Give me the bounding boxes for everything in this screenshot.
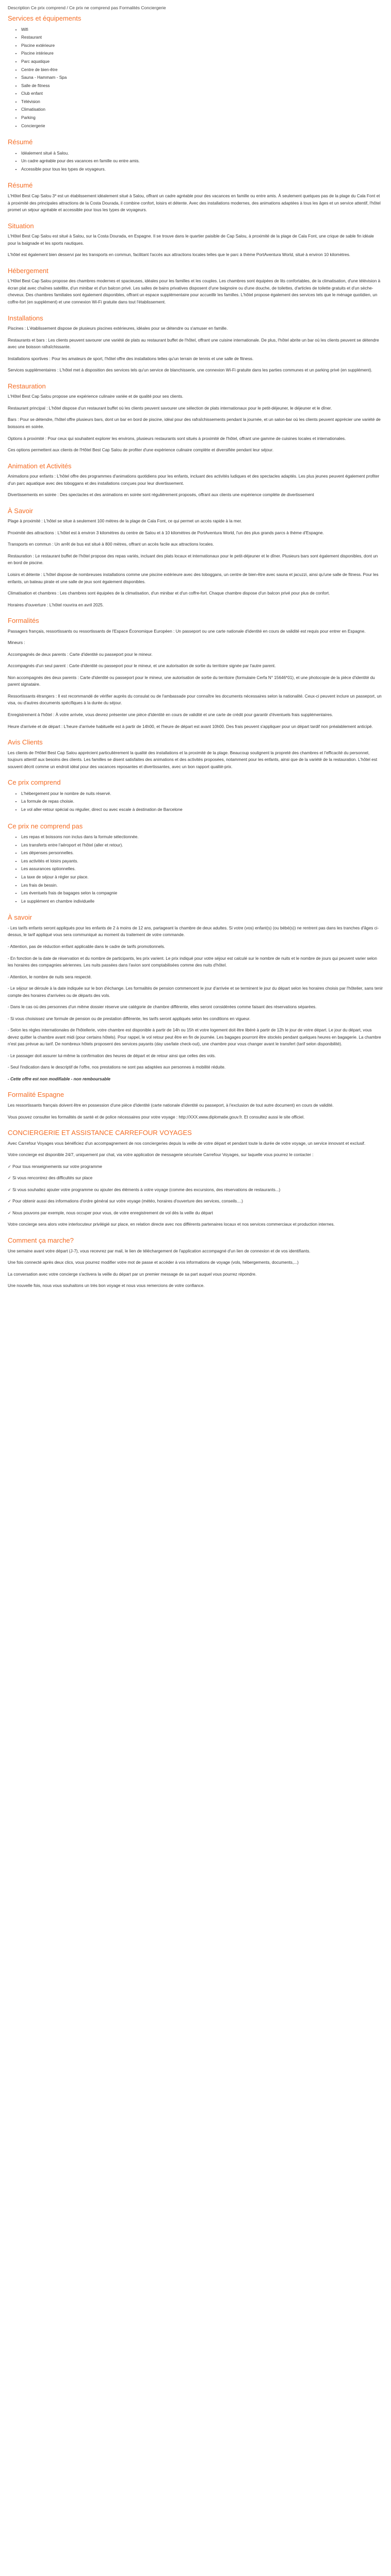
section [8,181,383,213]
list-item: • Les repas et boissons non inclus dans la formule sélectionnée. [21,833,383,841]
list-item: • Les assurances optionnelles. [21,865,383,873]
paragraph: Climatisation et chambres : Les chambres sont équipées de la climatisation, d'un minibar et d'un coffre-fort. Chaque chambre dispose d'un balcon privé pour plus de confort. [8,591,330,596]
section [8,778,383,814]
section-title: Hébergement [8,266,48,275]
paragraph: Accompagnés de deux parents : Carte d'identité ou passeport pour le mineur. [8,652,153,657]
paragraph: Votre concierge sera alors votre interlocuteur privilégié sur place, en relation directe avec nos différents partenaires locaux et nos services commerciaux et production internes. [8,1222,335,1227]
section [8,14,383,130]
section [8,1091,383,1121]
paragraph: Passagers français, ressortissants ou ressortissants de l'Espace Économique Européen : Un passeport ou une carte nationale d'identité en cours de validité est requis pour entrer en Espagne. [8,629,366,634]
list-item: • La formule de repas choisie. [21,798,383,806]
bullet-list [8,26,383,130]
paragraph: - Selon les règles internationales de l'hôtellerie, votre chambre est disponible à partir de 14h ou 15h et votre logement doit être libéré à partir de 12h le jour de votre départ. Le jour du départ, vous devez quitter la chambre avant midi (pour certains hôtels). Pour rappel, le vol retour peut être en fin de journée. Les bagages pourront être stockés pendant quelques heures en bagagerie. La chambre n'est pas prévue au tarif. De nombreux hôtels proposent des services payants (day use/late check-out), une chambre pour vous changer avant le transfert (tarif selon disponibilité). [8,1028,381,1047]
paragraph: Plage à proximité : L'hôtel se situe à seulement 100 mètres de la plage de Cala Font, ce qui permet un accès rapide à la mer. [8,519,242,524]
list-item: • Télévision [21,98,383,106]
paragraph: Animations pour enfants : L'hôtel offre des programmes d'animations quotidiens pour les enfants, incluant des activités ludiques et des spectacles adaptés. Les plus jeunes peuvent également profiter d'un parc aquatique avec des toboggans et des installations conçues pour leur divertissement. [8,474,380,486]
bullet-list [8,790,383,814]
paragraph: - En fonction de la date de réservation et du nombre de participants, les prix varient. Le prix indiqué pour votre séjour est calculé sur le nombre de nuits et le nombre de jours qui peuvent varier selon les horaires des compagnies aériennes. Les nuits passées dans l'avion sont comptabilisées comme des nuits d'hôtel. [8,956,377,968]
list-item: • Le vol aller-retour spécial ou régulier, direct ou avec escale à destination de Barcelone [21,806,383,814]
list-item: • Les transferts entre l'aéroport et l'hôtel (aller et retour). [21,841,383,850]
paragraph: Les clients de l'Hôtel Best Cap Salou apprécient particulièrement la qualité des installations et la proximité de la plage. Beaucoup soulignent la propreté des chambres et l'efficacité du personnel, toujours attentif aux besoins des clients. Les familles se disent satisfaites des animations et des activités proposées, notamment pour les enfants, ainsi que de la variété de la restauration. L'hôtel est souvent décrit comme un endroit idéal pour des vacances reposantes et divertissantes, avec un bon rapport qualité-prix. [8,750,378,769]
paragraph: Ces options permettent aux clients de l'Hôtel Best Cap Salou de profiter d'une expérience culinaire complète et diversifiée pendant leur séjour. [8,448,274,453]
paragraph: - Dans le cas où des personnes d'un même dossier réserve une catégorie de chambre différente, elles seront considérées comme faisant des réservations séparées. [8,1005,317,1010]
paragraph: L'Hôtel Best Cap Salou 3* est un établissement idéalement situé à Salou, offrant un cadre agréable pour des vacances en famille ou entre amis. À seulement quelques pas de la plage du Cala Font et à proximité des principales attractions de la Costa Dourada, il combine confort, loisirs et détente. Avec des installations modernes, des animations adaptées à tous les âges et un service attentif, l'hôtel promet un séjour agréable et accessible pour tous les types de voyageurs. [8,194,381,213]
paragraph: Accompagnés d'un seul parent : Carte d'identité ou passeport pour le mineur, et une autorisation de sortie du territoire signée par l'autre parent. [8,664,276,669]
section-title: Résumé [8,181,33,190]
paragraph: - Cette offre est non modifiable - non remboursable [8,1076,111,1081]
paragraph: Non accompagnés des deux parents : Carte d'identité ou passeport pour le mineur, une autorisation de sortie du territoire (formulaire Cerfa N° 15646*01), et une photocopie de la pièce d'identité du parent signataire. [8,675,375,687]
paragraph: Piscines : L'établissement dispose de plusieurs piscines extérieures, idéales pour se détendre ou s'amuser en famille. [8,326,228,331]
list-item: • Salle de fitness [21,82,383,90]
paragraph: Bars : Pour se détendre, l'hôtel offre plusieurs bars, dont un bar en bord de piscine, idéal pour des rafraîchissements pendant la journée, et un salon-bar où les clients peuvent apprécier une variété de boissons en soirée. [8,417,381,429]
section-title: À Savoir [8,506,34,515]
paragraph: Les ressortissants français doivent être en possession d'une pièce d'identité (carte nationale d'identité ou passeport, à l'exclusion de tout autre document) en cours de validité. [8,1103,334,1108]
list-item: • Wifi [21,26,383,34]
paragraph: Ressortissants étrangers : Il est recommandé de vérifier auprès du consulat ou de l'ambassade pour connaître les documents nécessaires selon la nationalité. Ceux-ci peuvent inclure un passeport, un visa, ou d'autres documents spécifiques à la durée du séjour. [8,693,382,706]
paragraph: La conversation avec votre concierge s'activera la veille du départ par un premier message de sa part auquel vous pourrez répondre. [8,1272,257,1277]
list-item: • Conciergerie [21,122,383,130]
section-title: Restauration [8,382,46,390]
paragraph: Proximité des attractions : L'hôtel est à environ 3 kilomètres du centre de Salou et à 10 kilomètres de PortAventura World, l'un des plus grands parcs à thème d'Espagne. [8,530,324,535]
paragraph: - Attention, pas de réduction enfant applicable dans le cadre de tarifs promotionnels. [8,944,165,950]
paragraph: L'Hôtel Best Cap Salou propose une expérience culinaire variée et de qualité pour ses clients. [8,394,184,399]
section-title: Avis Clients [8,738,43,747]
section [8,1236,383,1290]
section [8,267,383,306]
paragraph: - Les tarifs enfants seront appliqués pour les enfants de 2 à moins de 12 ans, partageant la chambre de deux adultes. Si votre (vos) enfant(s) (ou bébé(s)) ne rentrent pas dans les tranches d'âges ci-dessus, le tarif appliqué vous sera communiqué au moment du traitement de votre commande. [8,925,379,938]
list-item: • Piscine extérieure [21,42,383,50]
paragraph: Votre concierge est disponible 24/7, uniquement par chat, via votre application de messagerie sécurisée Carrefour Voyages, sur laquelle vous pourrez le contacter : [8,1153,314,1158]
section-title: Formalités [8,617,39,625]
paragraph: Une nouvelle fois, nous vous souhaitons un très bon voyage et nous vous remercions de votre confiance. [8,1283,205,1289]
list-item: • Les activités et loisirs payants. [21,857,383,866]
section-title: À savoir [8,913,32,922]
section-title: Animation et Activités [8,462,72,470]
list-item: • Accessible pour tous les types de voyageurs. [21,165,383,174]
paragraph: - Si vous choisissez une formule de pension ou de prestation différente, les tarifs seront appliqués selon les conditions en vigueur. [8,1016,251,1021]
list-item: • Le supplément en chambre individuelle [21,897,383,906]
section [8,222,383,259]
section-title: Ce prix ne comprend pas [8,822,83,830]
paragraph: ✓ Pour tous renseignements sur votre programme [8,1164,102,1169]
section [8,138,383,173]
paragraph: Loisirs et détente : L'hôtel dispose de nombreuses installations comme une piscine extérieure avec des toboggans, un centre de bien-être avec sauna et jacuzzi, ainsi qu'une salle de fitness. Pour les enfants, un bateau pirate et une salle de jeux sont également disponibles. [8,572,379,584]
section [8,617,383,730]
paragraph: L'Hôtel Best Cap Salou est situé à Salou, sur la Costa Dourada, en Espagne. Il se trouve dans le quartier paisible de Cap Salou, à proximité de la plage de Cala Font, une crique de sable fin idéale pour la baignade et les sports nautiques. [8,234,374,246]
section-title: Formalité Espagne [8,1091,64,1099]
paragraph: ✓ Nous pouvons par exemple, nous occuper pour vous, de votre enregistrement de vol dès la veille du départ [8,1210,213,1215]
paragraph: Options à proximité : Pour ceux qui souhaitent explorer les environs, plusieurs restaurants sont situés à proximité de l'hôtel, offrant une gamme de cuisines locales et internationales. [8,436,346,441]
paragraph: Heure d'arrivée et de départ : L'heure d'arrivée habituelle est à partir de 14h00, et l'heure de départ est avant 10h00. Des frais peuvent s'appliquer pour un départ tardif non préalablement anticipé. [8,724,373,729]
section-title: Ce prix comprend [8,778,61,787]
section-title: Résumé [8,138,33,146]
section [8,382,383,454]
section [8,462,383,499]
paragraph: Installations sportives : Pour les amateurs de sport, l'hôtel offre des installations telles qu'un terrain de tennis et une salle de fitness. [8,356,254,361]
paragraph: Avec Carrefour Voyages vous bénéficiez d'un accompagnement de nos conciergeries depuis la veille de votre départ et pendant toute la durée de votre voyage, un service innovant et exclusif. [8,1141,366,1146]
sections-container [8,14,383,1290]
paragraph: Horaires d'ouverture : L'hôtel rouvrira en avril 2025. [8,602,104,607]
paragraph: ✓ Si vous rencontrez des difficultés sur place [8,1176,93,1181]
list-item: • Sauna - Hammam - Spa [21,74,383,82]
paragraph: ✓ Si vous souhaitez ajouter votre programme ou ajouter des éléments à votre voyage (comme des excursions, des réservations de restaurants...) [8,1187,281,1192]
paragraph: L'hôtel est également bien desservi par les transports en commun, facilitant l'accès aux attractions locales telles que le parc à thème PortAventura World, situé à environ 10 kilomètres. [8,252,351,258]
paragraph: Restaurant principal : L'hôtel dispose d'un restaurant buffet où les clients peuvent savourer une sélection de plats internationaux pour le petit-déjeuner, le déjeuner et le dîner. [8,405,332,411]
paragraph: - Le passager doit assurer lui-même la confirmation des heures de départ et de retour ainsi que celles des vols. [8,1053,216,1058]
section-title: Comment ça marche? [8,1236,74,1244]
paragraph: ✓ Pour obtenir aussi des informations d'ordre général sur votre voyage (météo, horaires d'ouverture des services, conseils....) [8,1199,243,1204]
breadcrumb: Description Ce prix comprend / Ce prix ne comprend pas Formalités Conciergerie [8,5,166,10]
section-title: Situation [8,222,34,230]
list-item: • Parking [21,114,383,122]
list-item: • Restaurant [21,33,383,42]
section [8,913,383,1082]
paragraph: Services supplémentaires : L'hôtel met à disposition des services tels qu'un service de blanchisserie, une connexion Wi-Fi gratuite dans les parties communes et un parking privé (en supplément). [8,368,372,373]
section [8,314,383,374]
section [8,738,383,770]
section-title: Installations [8,314,43,322]
list-item: • Piscine intérieure [21,49,383,58]
list-item: • Club enfant [21,90,383,98]
paragraph: - Seul l'indication dans le descriptif de l'offre, nos prestations ne sont pas adaptées aux personnes à mobilité réduite. [8,1065,226,1070]
list-item: • La taxe de séjour à régler sur place. [21,873,383,882]
list-item: • Centre de bien-être [21,66,383,74]
paragraph: Divertissements en soirée : Des spectacles et des animations en soirée sont régulièrement proposés, offrant aux clients une expérience complète de divertissement [8,493,314,498]
list-item: • Climatisation [21,106,383,114]
paragraph: - Attention, le nombre de nuits sera respecté. [8,974,92,979]
bullet-list [8,149,383,174]
list-item: • L'hébergement pour le nombre de nuits réservé. [21,790,383,798]
list-item: • Les frais de bessin. [21,882,383,890]
paragraph: - Le séjour se déroule à la date indiquée sur le bon d'échange. Les formalités de pension commencent le jour d'arrivée et se terminent le jour du départ selon les horaires choisis par l'hôtelier, sans tenir compte des horaires d'arrivées ou de départs des vols. [8,986,383,998]
paragraph: Restauration : Le restaurant buffet de l'hôtel propose des repas variés, incluant des plats locaux et internationaux pour le petit-déjeuner et le dîner. Plusieurs bars sont également disponibles, dont un en bord de piscine. [8,553,378,566]
list-item: • Les dépenses personnelles. [21,849,383,857]
list-item: • Idéalement situé à Salou. [21,149,383,158]
section [8,822,383,906]
list-item: • Parc aquatique [21,58,383,66]
section [8,507,383,608]
paragraph: L'Hôtel Best Cap Salou propose des chambres modernes et spacieuses, idéales pour les familles et les couples. Les chambres sont équipées de lits confortables, de la climatisation, d'une télévision à écran plat avec chaînes satellite, d'un minibar et d'un balcon privé. Les salles de bains privatives disposent d'une baignoire ou d'une douche, de toilettes, d'articles de toilette gratuits et d'un sèche-cheveux. Des chambres familiales sont également disponibles, offrant un espace supplémentaire pour accueillir les familles. L'hôtel propose également des services tels que le ménage quotidien, un coffre-fort (en supplément) et une connexion Wi-Fi gratuite dans tout l'établissement. [8,279,381,305]
paragraph: Vous pouvez consulter les formalités de santé et de police nécessaires pour votre voyage : http://XXX.www.diplomatie.gouv.fr. Et consultez aussi le site officiel. [8,1114,305,1120]
section-title: CONCIERGERIE ET ASSISTANCE CARREFOUR VOYAGES [8,1129,192,1137]
paragraph: Restaurants et bars : Les clients peuvent savourer une variété de plats au restaurant buffet de l'hôtel, offrant une cuisine internationale. De plus, l'hôtel abrite un bar où les clients peuvent se détendre avec une boisson rafraîchissante. [8,337,379,350]
list-item: • Un cadre agréable pour des vacances en famille ou entre amis. [21,157,383,165]
paragraph: Transports en commun : Un arrêt de bus est situé à 800 mètres, offrant un accès facile aux attractions locales. [8,542,214,547]
paragraph: Une fois connecté après deux clics, vous pourrez modifier votre mot de passe et accéder à vos informations de voyage (vols, hébergements, documents,...) [8,1260,299,1265]
bullet-list [8,833,383,905]
paragraph: Enregistrement à l'hôtel : À votre arrivée, vous devrez présenter une pièce d'identité en cours de validité et une carte de crédit pour garantir d'éventuels frais supplémentaires. [8,712,333,717]
paragraph: Une semaine avant votre départ (J-7), vous recevrez par mail, le lien de téléchargement de l'application accompagné d'un lien de connexion et de vos identifiants. [8,1248,311,1253]
section-title: Services et équipements [8,14,82,23]
list-item: • Les éventuels frais de bagages selon la compagnie [21,889,383,897]
paragraph: Mineurs : [8,640,25,646]
section [8,1129,383,1228]
